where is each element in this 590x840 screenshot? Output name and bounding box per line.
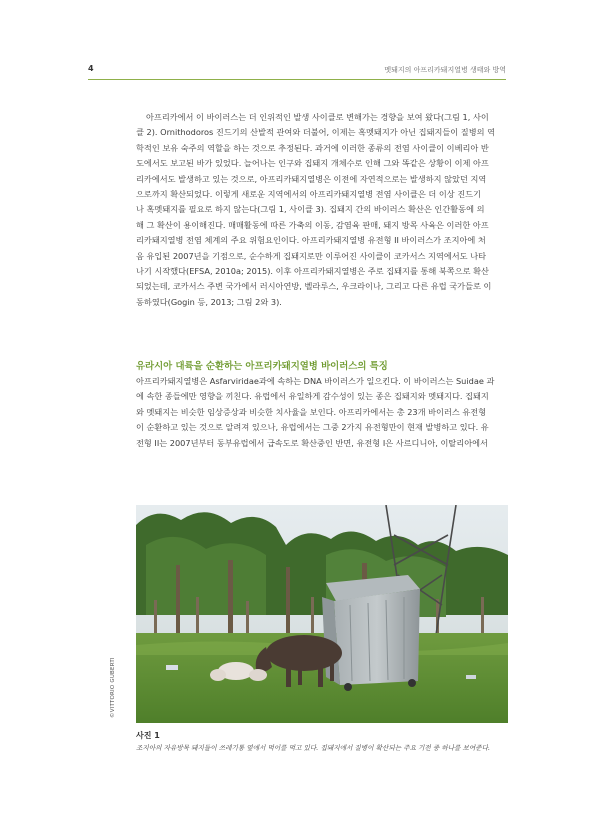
text-line: 으로까지 확산되었다. 이렇게 새로운 지역에서의 아프리카돼지열병 전염 사이클은 더 이상 진드기	[136, 189, 481, 200]
page-number: 4	[88, 64, 94, 73]
text-line: 전형 II는 2007년부터 동부유럽에서 급속도로 확산중인 반면, 유전형 I은 사르디니아, 이탈리아에서	[136, 437, 488, 448]
text-line: 음 유입된 2007년을 기점으로, 순수하게 집돼지로만 이루어진 사이클이 코카서스 지역에서도 나타	[136, 250, 487, 261]
section-heading: 유라시아 대륙을 순환하는 아프리카돼지열병 바이러스의 특징	[136, 361, 388, 372]
text-line: 도에서도 보고된 바가 있었다. 늘어나는 인구와 집돼지 개체수로 인해 그와 똑같은 상황이 이제 아프	[136, 158, 489, 169]
photo-credit: ©VITTORIO GUBERTI	[110, 657, 116, 718]
text-line: 클 2). Ornithodoros 진드기의 산발적 관여와 더불어, 이제는 혹멧돼지가 아닌 집돼지들이 질병의 역	[136, 127, 496, 138]
text-line: 와 멧돼지는 비슷한 임상증상과 비슷한 치사율을 보인다. 아프리카에서는 총 23개 바이러스 유전형	[136, 406, 487, 417]
text-line: 나기 시작했다(EFSA, 2010a; 2015). 이후 아프리카돼지열병은 주로 집돼지를 통해 북쪽으로 확산	[136, 266, 489, 277]
text-line: 나 혹멧돼지를 필요로 하지 않는다(그림 1, 사이클 3). 집돼지 간의 바이러스 확산은 인간활동에 의	[136, 204, 485, 215]
paragraph-2	[136, 374, 508, 451]
figure-caption-title: 사진 1	[136, 731, 160, 740]
text-line: 아프리카에서 이 바이러스는 더 인위적인 발생 사이클로 변해가는 경향을 보여 왔다(그림 1, 사이	[146, 112, 489, 122]
text-line: 리카에서도 발생하고 있는 것으로, 아프리카돼지열병은 이전에 자연적으로는 발생하지 않았던 지역	[136, 173, 487, 184]
figure-caption-text: 조지아의 자유방목 돼지들이 쓰레기통 옆에서 먹이를 먹고 있다. 집돼지에서 질병이 확산되는 주요 기전 중 하나를 보여준다.	[136, 744, 491, 752]
text-line: 동하였다(Gogin 등, 2013; 그림 2와 3).	[136, 296, 282, 307]
text-line: 리카돼지열병 전염 체계의 주요 위험요인이다. 아프리카돼지열병 유전형 II 바이러스가 조지아에 처	[136, 235, 486, 246]
paragraph-1	[136, 110, 508, 310]
text-line: 되었는데, 코카서스 주변 국가에서 러시아연방, 벨라루스, 우크라이나, 그리고 다른 유럽 국가들로 이	[136, 281, 492, 292]
header-divider	[88, 79, 506, 80]
text-line: 해 그 확산이 용이해진다. 매매활동에 따른 가축의 이동, 감염육 판매, 돼지 방목 사육은 이러한 아프	[136, 219, 489, 230]
text-line: 아프리카돼지열병은 Asfarviridae과에 속하는 DNA 바이러스가 일으킨다. 이 바이러스는 Suidae 과	[136, 376, 495, 386]
running-header-title: 멧돼지의 아프리카돼지열병 생태와 방역	[384, 66, 506, 74]
text-line: 학적인 보유 숙주의 역할을 하는 것으로 추정된다. 과거에 이러한 종류의 전염 사이클이 이베리아 반	[136, 142, 489, 153]
figure-photo	[136, 505, 508, 723]
text-line: 에 속한 종들에만 영향을 끼친다. 유럽에서 유일하게 감수성이 있는 종은 집돼지와 멧돼지다. 집돼지	[136, 391, 489, 402]
text-line: 이 순환하고 있는 것으로 알려져 있으나, 유럽에서는 그중 2가지 유전형만이 현재 발병하고 있다. 유	[136, 422, 489, 433]
